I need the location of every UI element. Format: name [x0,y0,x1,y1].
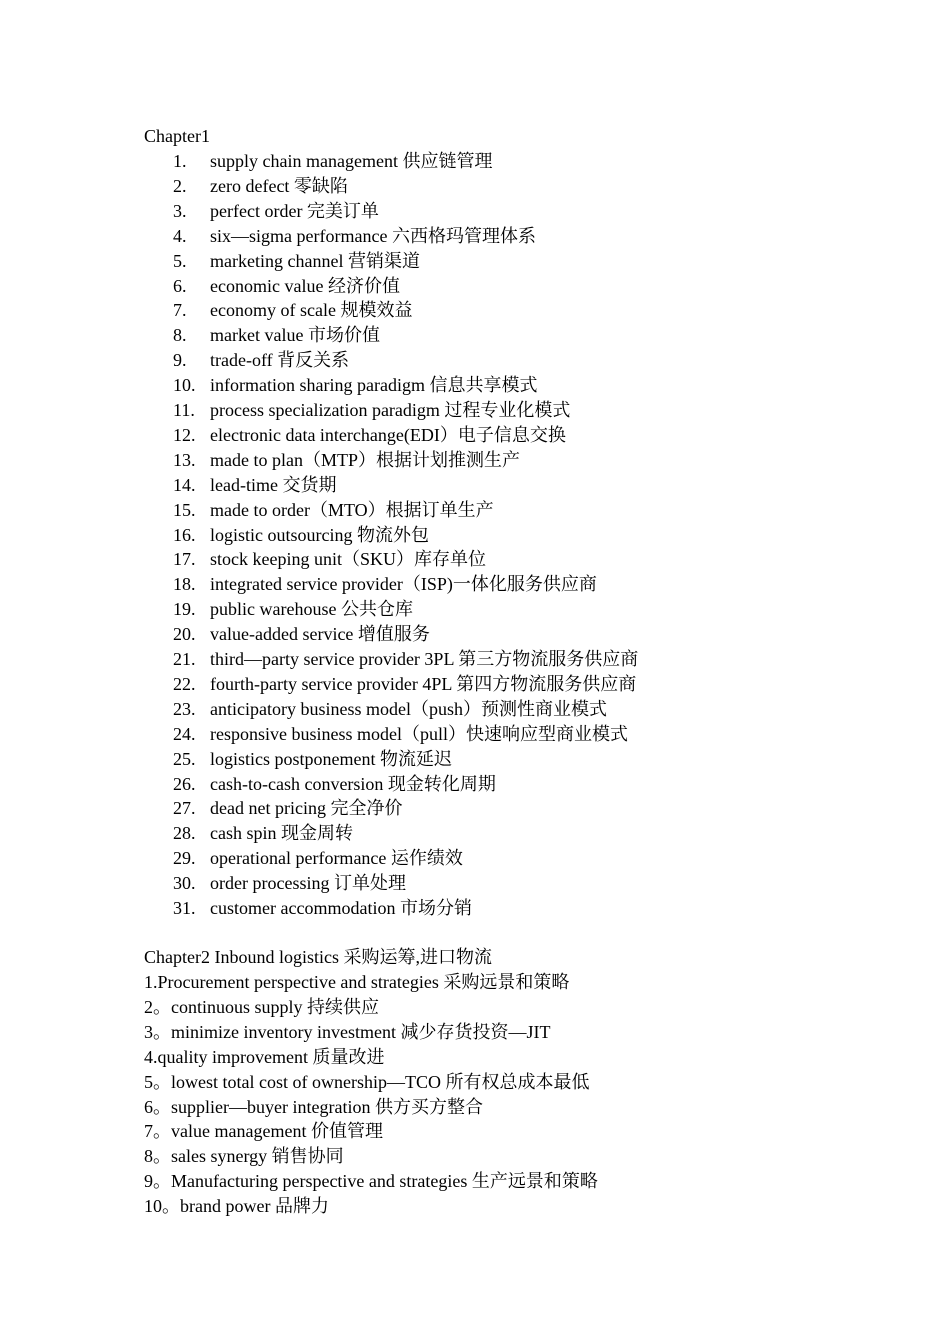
list-item [144,846,463,871]
list-item [144,174,348,199]
list-item [144,448,520,473]
list-item: 10。brand power 品牌力 [144,1196,329,1217]
list-item-number: 15. [173,499,196,520]
list-item: 5。lowest total cost of ownership—TCO 所有权总成本最低 [144,1071,590,1092]
list-item-text: value-added service 增值服务 [210,624,430,645]
list-item-text: electronic data interchange(EDI）电子信息交换 [210,424,566,445]
list-item-text: order processing 订单处理 [210,873,406,894]
list-item-text: integrated service provider（ISP)一体化服务供应商 [210,574,597,595]
list-item-number: 12. [173,424,196,445]
list-item-number: 23. [173,698,196,719]
list-item [144,622,430,647]
list-item [144,398,570,423]
list-item-text: trade-off 背反关系 [210,350,350,371]
list-item-text: perfect order 完美订单 [210,200,379,221]
list-item-text: cash spin 现金周转 [210,823,353,844]
list-item [144,547,486,572]
list-item-number: 30. [173,873,196,894]
list-item [144,199,379,224]
list-item-text: lead-time 交货期 [210,474,337,495]
list-item-number: 5. [173,250,187,271]
list-item: 2。continuous supply 持续供应 [144,996,380,1017]
list-item [144,747,452,772]
list-item [144,249,420,274]
list-item [144,298,412,323]
list-item-number: 22. [173,673,196,694]
list-item [144,523,429,548]
list-item-text: six—sigma performance 六西格玛管理体系 [210,225,536,246]
list-item-text: responsive business model（pull）快速响应型商业模式 [210,723,628,744]
list-item-number: 17. [173,549,196,570]
list-item [144,896,472,921]
list-item-text: fourth-party service provider 4PL 第四方物流服务供应商 [210,673,637,694]
list-item [144,796,402,821]
list-item-text: public warehouse 公共仓库 [210,599,413,620]
list-item-number: 24. [173,723,196,744]
list-item [144,348,349,373]
list-item [144,224,536,249]
list-item-text: made to order（MTO）根据订单生产 [210,499,494,520]
list-item [144,323,380,348]
chapter1-heading: Chapter1 [144,126,210,146]
list-item [144,697,607,722]
list-item: 4.quality improvement 质量改进 [144,1046,385,1067]
list-item: 7。value management 价值管理 [144,1121,383,1142]
list-item: 6。supplier—buyer integration 供方买方整合 [144,1096,483,1117]
list-item-text: zero defect 零缺陷 [210,175,348,196]
list-item-number: 25. [173,748,196,769]
list-item [144,423,566,448]
list-item-text: process specialization paradigm 过程专业化模式 [210,400,571,420]
list-item-number: 28. [173,823,196,844]
list-item-number: 14. [173,474,196,495]
list-item-number: 2. [173,175,187,196]
list-item: 1.Procurement perspective and strategies 采购远景和策略 [144,972,570,992]
list-item-number: 11. [173,400,195,420]
list-item-text: customer accommodation 市场分销 [210,898,472,918]
list-item [144,871,406,896]
list-item-text: economy of scale 规模效益 [210,300,413,321]
list-item: 8。sales synergy 销售协同 [144,1146,344,1167]
list-item-text: dead net pricing 完全净价 [210,798,403,819]
list-item-number: 4. [173,225,187,246]
list-item: 9。Manufacturing perspective and strategies 生产远景和策略 [144,1171,598,1192]
list-item-number: 19. [173,599,196,620]
list-item-number: 7. [173,300,187,321]
list-item-text: market value 市场价值 [210,325,380,346]
list-item-text: operational performance 运作绩效 [210,848,463,869]
list-item [144,373,537,398]
list-item-text: supply chain management 供应链管理 [210,151,493,171]
list-item [144,722,628,747]
list-item [144,821,353,846]
list-item [144,149,492,174]
list-item-text: made to plan（MTP）根据计划推测生产 [210,449,520,470]
list-item-text: economic value 经济价值 [210,275,400,296]
list-item: 3。minimize inventory investment 减少存货投资—JIT [144,1021,551,1042]
list-item-number: 21. [173,649,196,669]
list-item-text: cash-to-cash conversion 现金转化周期 [210,773,496,794]
list-item-text: information sharing paradigm 信息共享模式 [210,375,538,396]
list-item-number: 8. [173,325,187,346]
list-item [144,772,496,797]
list-item-number: 18. [173,574,196,595]
list-item [144,572,597,597]
list-item-number: 29. [173,848,196,869]
list-item-text: anticipatory business model（push）预测性商业模式 [210,698,607,719]
list-item-number: 10. [173,375,196,396]
list-item [144,473,336,498]
list-item-text: marketing channel 营销渠道 [210,250,420,271]
list-item-number: 16. [173,524,196,545]
list-item-text: stock keeping unit（SKU）库存单位 [210,549,486,570]
list-item-number: 3. [173,200,187,221]
list-item-number: 26. [173,773,196,794]
list-item [144,498,494,523]
list-item-number: 27. [173,798,196,819]
list-item-text: logistic outsourcing 物流外包 [210,524,429,545]
list-item-number: 31. [173,898,196,918]
list-item-number: 13. [173,449,196,470]
list-item-number: 6. [173,275,187,296]
chapter2-heading: Chapter2 Inbound logistics 采购运筹,进口物流 [144,947,492,967]
list-item [144,274,400,299]
list-item-text: third—party service provider 3PL 第三方物流服务供应商 [210,649,639,669]
list-item [144,647,638,672]
list-item-number: 20. [173,624,196,645]
list-item [144,597,413,622]
list-item-number: 1. [173,151,187,171]
list-item-text: logistics postponement 物流延迟 [210,748,452,769]
list-item-number: 9. [173,350,187,371]
list-item [144,672,636,697]
